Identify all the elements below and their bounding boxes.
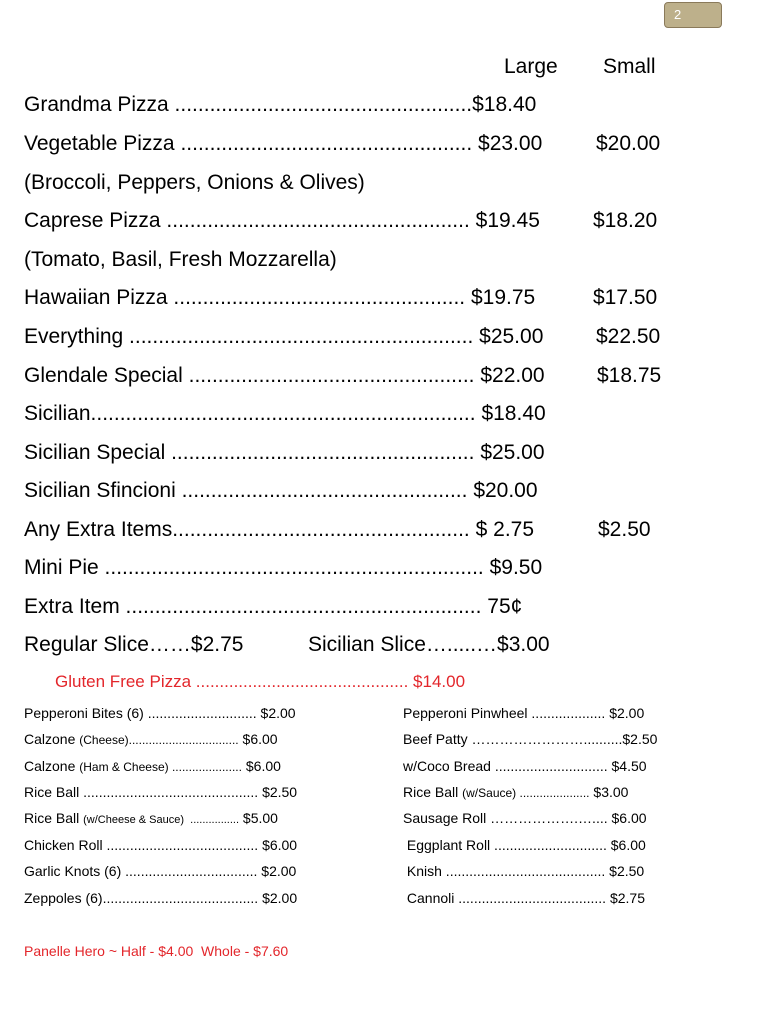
right-item-knish: Knish ......................................... $2.50 [403, 863, 645, 879]
right-item-sausage-roll: Sausage Roll ……………….….... $6.00 [403, 810, 647, 826]
footer-panelle-hero: Panelle Hero ~ Half - $4.00 Whole - $7.60 [24, 943, 289, 959]
menu-item-hawaiian: Hawaiian Pizza .................................................. $19.75 [24, 286, 536, 309]
right-item-coco-bread: w/Coco Bread ............................. $4.50 [403, 758, 647, 774]
menu-item-regular-slice: Regular Slice……$2.75 [24, 633, 244, 656]
menu-note-vegetable: (Broccoli, Peppers, Onions & Olives) [24, 171, 365, 194]
menu-item-vegetable-small: $20.00 [596, 132, 661, 155]
left-item-calzone-cheese: Calzone (Cheese)................................. $6.00 [24, 731, 278, 747]
menu-item-sicilian: Sicilian.................................................................. $18.40 [24, 402, 546, 425]
menu-item-sicilian-sfincioni: Sicilian Sfincioni ................................................. $20.00 [24, 479, 538, 502]
menu-item-vegetable: Vegetable Pizza .................................................. $23.00 [24, 132, 543, 155]
menu-item-extra-items-small: $2.50 [598, 518, 651, 541]
right-item-rice-ball-sauce: Rice Ball (w/Sauce) ..................... $3.00 [403, 784, 629, 800]
left-item-rice-ball-cheese-sauce: Rice Ball (w/Cheese & Sauce) ................ $5.00 [24, 810, 278, 826]
menu-item-extra-items: Any Extra Items................................................... $ 2.75 [24, 518, 535, 541]
menu-item-everything: Everything ........................................................... $25.00 [24, 325, 544, 348]
menu-item-everything-small: $22.50 [596, 325, 661, 348]
gluten-free-pizza: Gluten Free Pizza ............................................. $14.00 [55, 672, 466, 691]
header-large: Large [504, 55, 558, 78]
menu-item-sicilian-special: Sicilian Special .................................................... $25.00 [24, 441, 545, 464]
menu-item-grandma: Grandma Pizza ...................................................$18.40 [24, 93, 537, 116]
menu-item-caprese: Caprese Pizza .................................................... $19.45 [24, 209, 540, 232]
menu-item-extra-item: Extra Item ............................................................. 75¢ [24, 595, 523, 618]
menu-item-sicilian-slice: Sicilian Slice….....…$3.00 [308, 633, 550, 656]
header-small: Small [603, 55, 656, 78]
left-item-pepperoni-bites: Pepperoni Bites (6) ............................ $2.00 [24, 705, 296, 721]
page-number-badge: 2 [664, 2, 722, 28]
left-item-calzone-ham: Calzone (Ham & Cheese) ..................... $6.00 [24, 758, 281, 774]
left-item-chicken-roll: Chicken Roll ....................................... $6.00 [24, 837, 298, 853]
right-item-cannoli: Cannoli ...................................... $2.75 [403, 890, 645, 906]
menu-item-mini-pie: Mini Pie ................................................................. $9.50 [24, 556, 543, 579]
menu-note-caprese: (Tomato, Basil, Fresh Mozzarella) [24, 248, 337, 271]
menu-item-glendale-special: Glendale Special ................................................. $22.00 [24, 364, 545, 387]
right-item-pepperoni-pinwheel: Pepperoni Pinwheel ................... $2.00 [403, 705, 645, 721]
menu-item-caprese-small: $18.20 [593, 209, 658, 232]
menu-item-glendale-special-small: $18.75 [597, 364, 662, 387]
right-item-beef-patty: Beef Patty ……………………..........$2.50 [403, 731, 658, 747]
left-item-rice-ball: Rice Ball ............................................. $2.50 [24, 784, 298, 800]
right-item-eggplant-roll: Eggplant Roll ............................. $6.00 [403, 837, 646, 853]
menu-item-hawaiian-small: $17.50 [593, 286, 658, 309]
left-item-zeppoles: Zeppoles (6)........................................ $2.00 [24, 890, 298, 906]
left-item-garlic-knots: Garlic Knots (6) .................................. $2.00 [24, 863, 297, 879]
